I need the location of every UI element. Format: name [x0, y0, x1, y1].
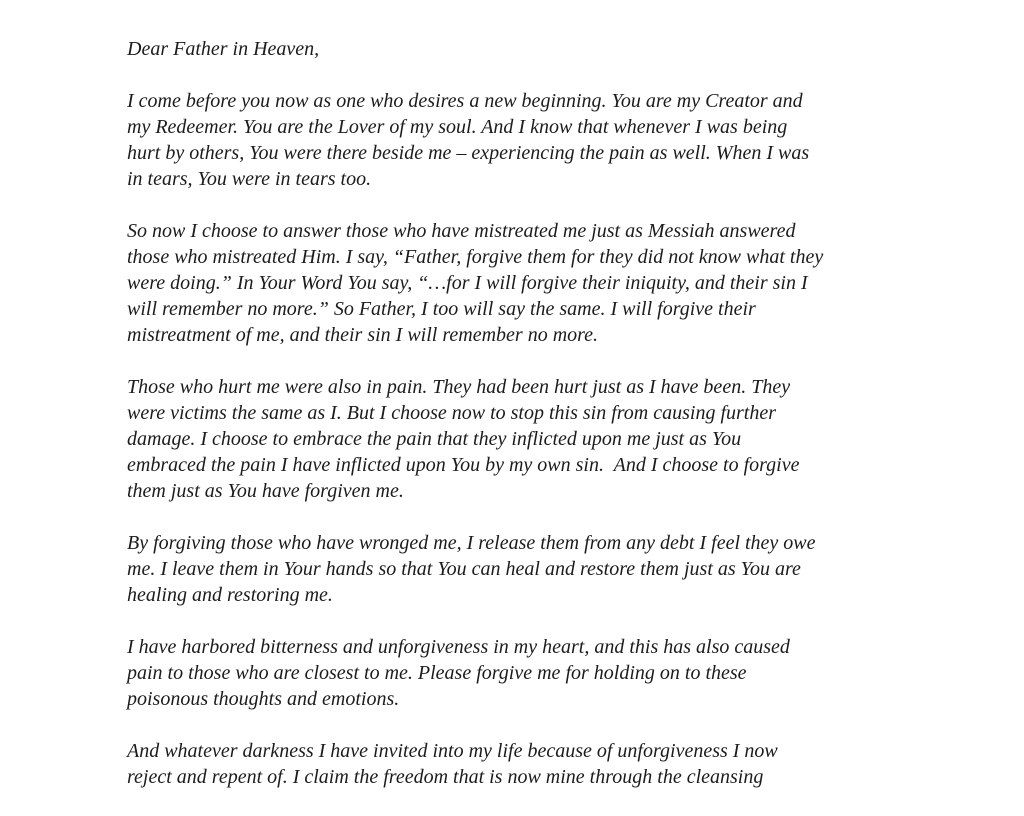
- text-line: in tears, You were in tears too.: [127, 168, 372, 190]
- letter-paragraph: [127, 88, 927, 192]
- text-line: me. I leave them in Your hands so that You can heal and restore them just as You are: [127, 558, 801, 580]
- text-line: were victims the same as I. But I choose now to stop this sin from causing further: [127, 402, 777, 424]
- text-line: Those who hurt me were also in pain. They had been hurt just as I have been. They: [127, 376, 791, 398]
- text-line: By forgiving those who have wronged me, I release them from any debt I feel they owe: [127, 532, 816, 554]
- text-line: I have harbored bitterness and unforgiveness in my heart, and this has also caused: [127, 636, 790, 658]
- letter-paragraph: [127, 530, 927, 608]
- text-line: them just as You have forgiven me.: [127, 480, 404, 502]
- letter-paragraph: [127, 738, 927, 790]
- letter-paragraph: [127, 634, 927, 712]
- letter-paragraph: [127, 374, 927, 504]
- text-line: Dear Father in Heaven,: [127, 38, 320, 60]
- text-line: And whatever darkness I have invited into my life because of unforgiveness I now: [127, 740, 778, 762]
- text-line: will remember no more.” So Father, I too will say the same. I will forgive their: [127, 298, 756, 320]
- text-line: pain to those who are closest to me. Please forgive me for holding on to these: [127, 662, 747, 684]
- text-line: embraced the pain I have inflicted upon You by my own sin. And I choose to forgive: [127, 454, 800, 476]
- text-line: reject and repent of. I claim the freedom that is now mine through the cleansing: [127, 766, 764, 788]
- text-line: my Redeemer. You are the Lover of my soul. And I know that whenever I was being: [127, 116, 788, 138]
- text-line: damage. I choose to embrace the pain that they inflicted upon me just as You: [127, 428, 742, 450]
- text-line: those who mistreated Him. I say, “Father, forgive them for they did not know what they: [127, 246, 824, 268]
- letter-paragraph: [127, 218, 927, 348]
- text-line: were doing.” In Your Word You say, “…for I will forgive their iniquity, and their sin I: [127, 272, 808, 294]
- text-line: healing and restoring me.: [127, 584, 333, 606]
- text-line: poisonous thoughts and emotions.: [127, 688, 400, 710]
- text-line: So now I choose to answer those who have mistreated me just as Messiah answered: [127, 220, 796, 242]
- letter-body: [127, 36, 927, 816]
- letter-paragraph: [127, 36, 927, 62]
- text-line: mistreatment of me, and their sin I will remember no more.: [127, 324, 599, 346]
- text-line: hurt by others, You were there beside me – experiencing the pain as well. When I was: [127, 142, 810, 164]
- text-line: I come before you now as one who desires a new beginning. You are my Creator and: [127, 90, 803, 112]
